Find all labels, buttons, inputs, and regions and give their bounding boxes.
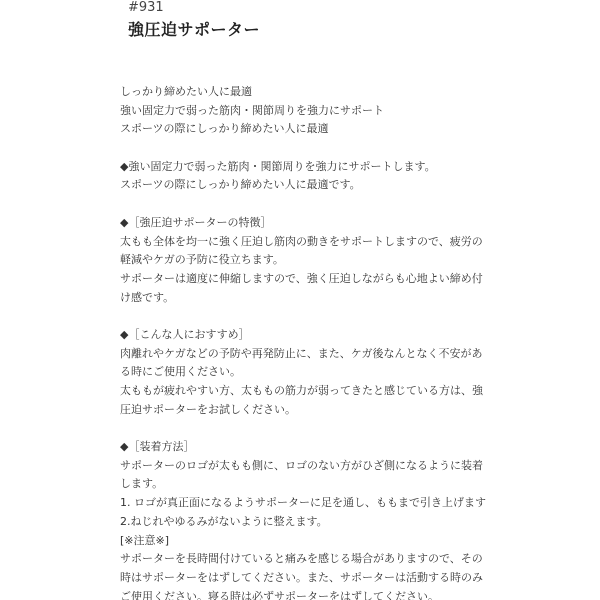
summary-line: スポーツの際にしっかり締めたい人に最適です。 (120, 178, 361, 192)
howto-heading: ◆［装着方法］ (120, 440, 195, 454)
features-line: け感です。 (120, 290, 175, 304)
caution-line: 時はサポーターをはずしてください。また、サポーターは活動する時のみ (120, 570, 483, 584)
howto-line: サポーターのロゴが太もも側に、ロゴのない方がひざ側になるように装着 (120, 458, 483, 472)
features-line: サポーターは適度に伸縮しますので、強く圧迫しながらも心地よい締め付 (120, 271, 483, 285)
recommended-line: 肉離れやケガなどの予防や再発防止に、また、ケガ後なんとなく不安があ (120, 346, 483, 360)
features-heading: ◆［強圧迫サポーターの特徴］ (120, 215, 272, 229)
product-code: #931 (128, 0, 164, 15)
features-line: 太もも全体を均一に強く圧迫し筋肉の動きをサポートしますので、疲労の (120, 234, 483, 248)
recommended-heading: ◆［こんな人におすすめ］ (120, 327, 250, 341)
spacer (120, 307, 480, 326)
intro-line: 強い固定力で弱った筋肉・関節周りを強力にサポート (120, 103, 384, 117)
howto-line: 1. ロゴが真正面になるようサポーターに足を通し、ももまで引き上げます (120, 496, 486, 510)
recommended-line: 太ももが疲れやすい方、太ももの筋力が弱ってきたと感じている方は、強 (120, 384, 483, 397)
spacer (120, 419, 480, 438)
spacer (120, 139, 480, 158)
summary-line: ◆強い固定力で弱った筋肉・関節周りを強力にサポートします。 (120, 159, 436, 173)
spacer (120, 195, 480, 214)
caution-line: ご使用ください。寝る時は必ずサポーターをはずしてください。 (120, 589, 439, 600)
howto-line: 2.ねじれやゆるみがないように整えます。 (120, 514, 328, 528)
recommended-line: 圧迫サポーターをお試しください。 (120, 402, 296, 416)
features-line: 軽減やケガの予防に役立ちます。 (120, 253, 284, 267)
intro-line: スポーツの際にしっかり締めたい人に最適 (120, 122, 329, 136)
caution-line: サポーターを長時間付けていると痛みを感じる場合がありますので、その (120, 552, 483, 566)
recommended-line: る時にご使用ください。 (120, 365, 241, 379)
product-title: 強圧迫サポーター (128, 20, 261, 39)
product-description (120, 83, 486, 600)
howto-line: します。 (120, 477, 164, 491)
caution-heading: [※注意※] (120, 533, 170, 547)
intro-line: しっかり締めたい人に最適 (120, 85, 252, 98)
